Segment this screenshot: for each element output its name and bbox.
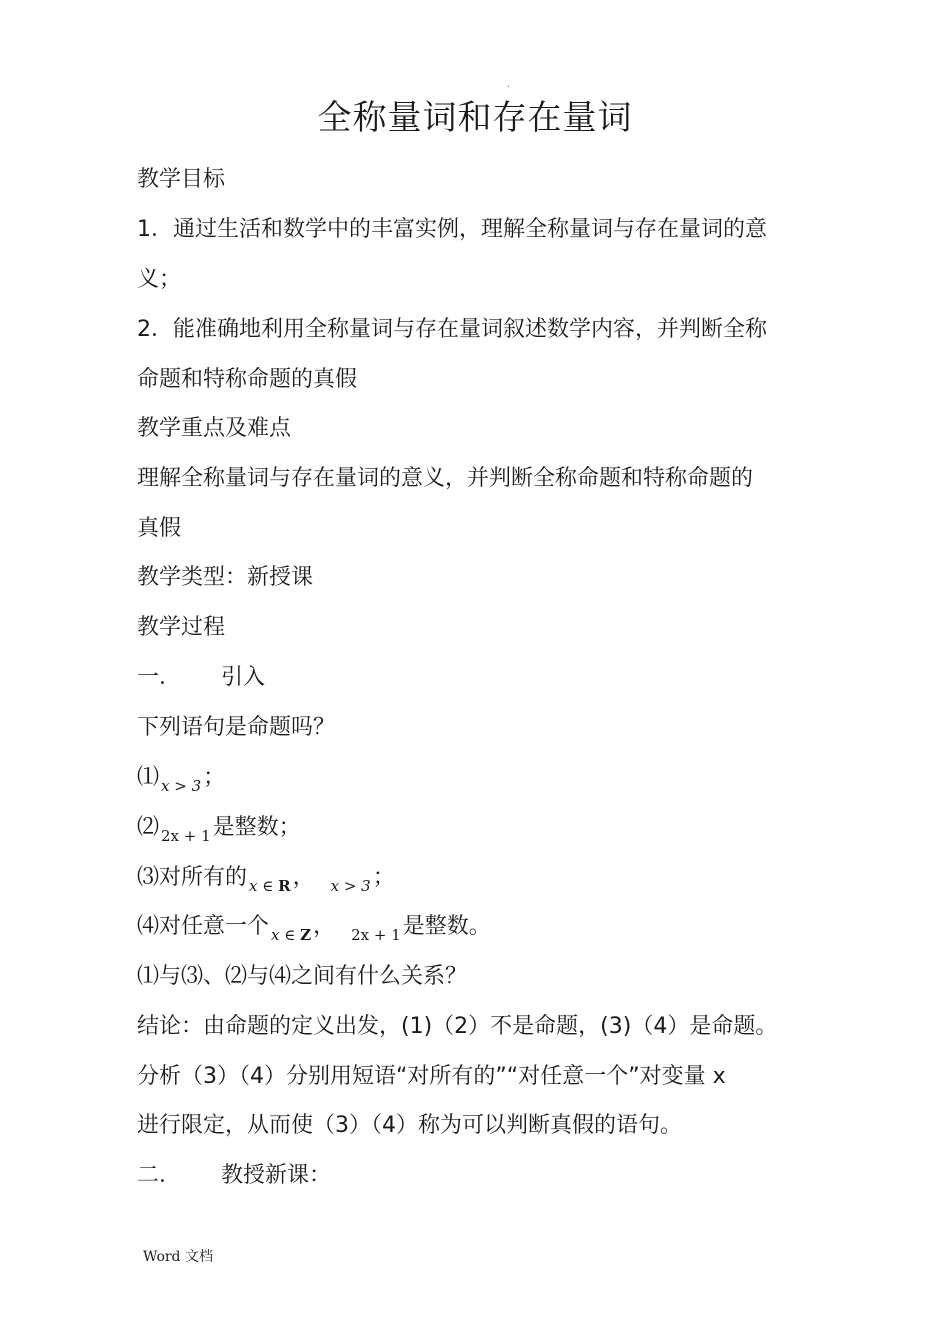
page-footer: Word 文档 [143,1249,213,1265]
item-3-tail: ； [372,865,395,890]
relation-question: ⑴与⑶、⑵与⑷之间有什么关系？ [137,964,468,989]
item-4-formula-1 [271,926,311,944]
item-4 [137,912,491,943]
item-1-formula: x > 3 [161,777,202,795]
section1-heading [137,663,265,693]
goals-heading: 教学目标 [137,167,226,192]
keypoints-line2: 真假 [137,516,182,541]
item-4-formula-1-var: x ∈ [271,926,301,944]
item-3-separator: ， [292,865,315,890]
page-title: 全称量词和存在量词 [317,98,633,138]
item-4-formula-2: 2x + 1 [351,926,401,944]
section2-title: 教授新课： [221,1163,332,1188]
item-1-tail: ； [203,765,226,790]
item-4-formula-1-set: Z [300,926,312,944]
item-2-number: ⑵ [137,815,160,840]
item-4-separator: ， [313,914,336,939]
item-3-prefix: ⑶对所有的 [137,865,248,890]
conclusion-line2: 分析（3）（4）分别用短语“对所有的”“对任意一个”对变量 x [137,1064,726,1089]
keypoints-heading: 教学重点及难点 [137,416,292,441]
conclusion-line3: 进行限定，从而使（3）（4）称为可以判断真假的语句。 [137,1113,682,1138]
question-line: 下列语句是命题吗？ [137,715,336,740]
item-2 [137,813,301,844]
item-3-formula-1 [249,877,291,895]
conclusion-line1: 结论：由命题的定义出发，(1)（2）不是命题，(3)（4）是命题。 [137,1014,778,1039]
item-3-formula-1-set: R [278,877,291,895]
item-2-formula: 2x + 1 [161,827,211,845]
item-1 [137,763,225,794]
process-heading: 教学过程 [137,615,226,640]
item-3 [137,863,395,894]
item-1-number: ⑴ [137,765,160,790]
item-3-formula-2: x > 3 [330,877,371,895]
goal2-line1: 2．能准确地利用全称量词与存在量词叙述数学内容，并判断全称 [137,317,767,342]
keypoints-line1: 理解全称量词与存在量词的意义，并判断全称命题和特称命题的 [137,466,754,491]
item-4-prefix: ⑷对任意一个 [137,914,270,939]
section1-number: 一． [137,665,182,690]
item-4-tail: 是整数。 [402,914,491,939]
goal1-line1: 1．通过生活和数学中的丰富实例，理解全称量词与存在量词的意 [137,217,767,242]
item-3-formula-1-var: x ∈ [249,877,279,895]
header-mark: . [507,80,510,90]
section2-heading [137,1161,331,1191]
section2-number: 二． [137,1163,182,1188]
item-2-tail: 是整数； [212,815,301,840]
goal2-line2: 命题和特称命题的真假 [137,367,358,392]
lesson-type: 教学类型：新授课 [137,565,314,590]
section1-title: 引入 [221,665,266,690]
goal1-line2: 义； [137,267,182,292]
